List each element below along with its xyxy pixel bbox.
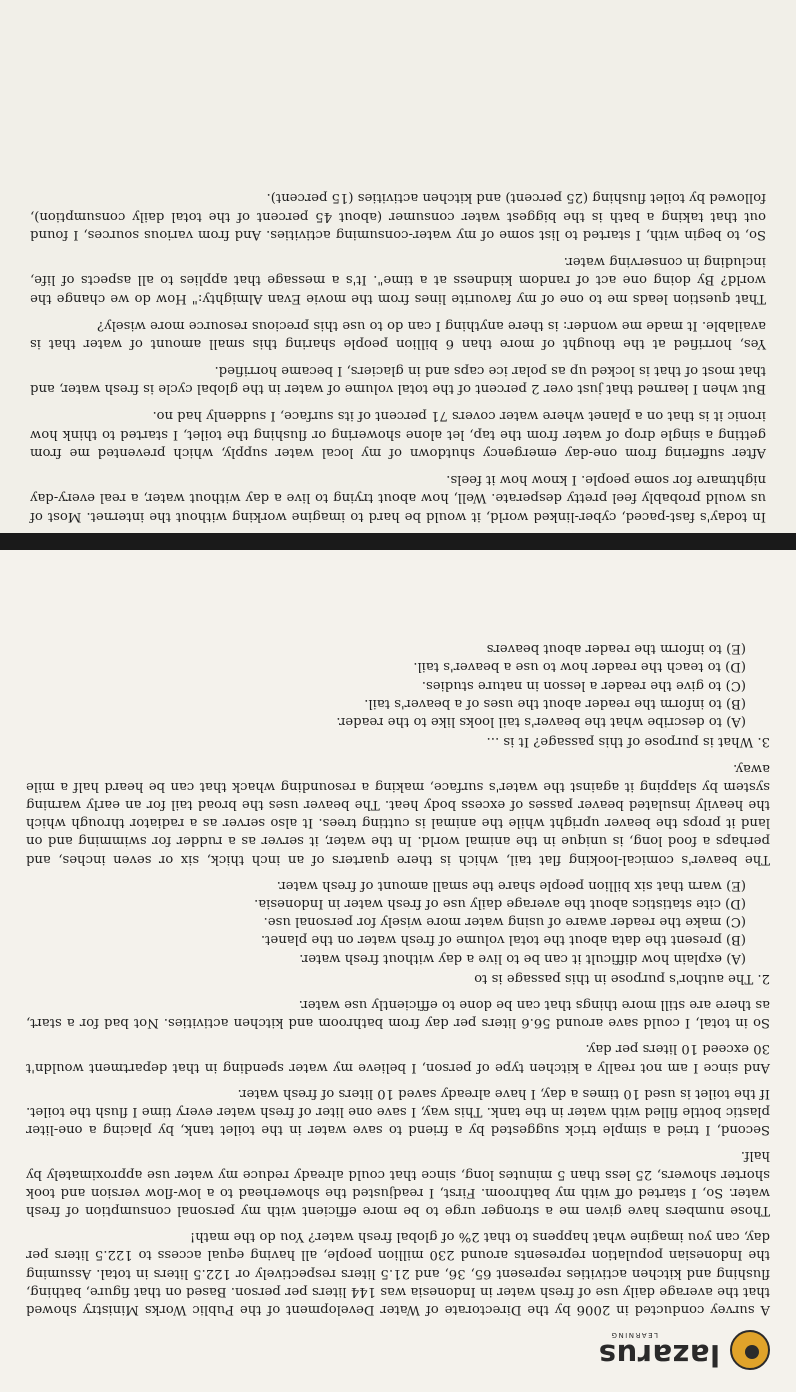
paragraph-evan-almighty: That question leads me to one of my favourite lines from the movie Evan Almighty:" How do we change the world? By doing one act of random kindness at a time". It's a message that applies to all aspects of life, including in conserving water.: [30, 253, 766, 307]
top-page: [0, 550, 796, 1392]
answer-option: (B) to inform the reader about the uses of a beaver's tail.: [364, 695, 746, 711]
logo-subtitle: LEARNING: [610, 1331, 658, 1339]
page-divider: [0, 533, 796, 550]
paragraph-fresh-water: But when I learned that just over 2 percent of the total volume of water in the global cycle is fresh water, and that most of that is locked up as polar ice caps and in glaciers, I became horrified.: [30, 362, 766, 397]
bottom-page: [0, 0, 796, 533]
answer-option: (B) present the data about the total volume of fresh water on the planet.: [260, 932, 746, 948]
answer-option: (D) to teach the reader how to use a beaver's tail.: [413, 659, 746, 675]
paragraph-toilet-trick: Second, I tried a simple trick suggested by a friend to save water in the toilet tank, by placing a one-liter plastic bottle filled with water in the tank. This way, I save one liter of fresh water every time I flush the toilet. If the toilet is used 10 times a day, I have already saved 10 liters of fresh water.: [26, 1085, 770, 1138]
paragraph-horrified: Yes, horrified at the thought of more than 6 billion people sharing this small amount of water that is available. It made me wonder: is there anything I can do to use this precious resource more wisely?: [30, 317, 766, 352]
answer-option: (D) cite statistics about the average daily use of fresh water in Indonesia.: [254, 895, 746, 911]
paragraph-shutdown: After suffering from one-day emergency shutdown of my local water supply, which prevented me from getting a single drop of water from the tap, let alone showering or flushing the toilet, I started to think how ironic it is that on a planet where water covers 71 percent of its surface, I suddenly had no.: [30, 408, 766, 461]
paragraph-activities: So, to begin with, I started to list some of my water-consuming activities. And from various sources, I found out that taking a bath is the biggest water consumer (about 45 percent of the total daily consumption), followed by toilet flushing (25 percent) and kitchen activities (15 percent).: [30, 190, 766, 243]
paragraph-beaver: The beaver's comical-looking flat tail, which is there quarters of an inch thick, six or seven inches, and perhaps a food long, is unique in the animal world. In the water, it server as a rudder for swimming and on land it props the beaver upright while the animal is cutting trees. It also server as a radiator through which the heavily insulated beaver passes of excess body heat. The beaver uses the broad tail for an early warning system by slapping it against the water's surface, making a resounding whack that can be heard half a mile away.: [26, 760, 770, 867]
answer-option: (A) to describe what the beaver's tail looks like to the reader.: [336, 714, 746, 730]
answer-option: (A) explain how difficult it can be to live a day without fresh water.: [299, 950, 746, 966]
question-3: [26, 639, 770, 750]
paragraph-total: So in total, I could save around 56.6 liters per day from bathroom and kitchen activities. Not bad for a start, as there are still more things that can be done to efficiently use water.: [26, 996, 770, 1031]
question-2: [26, 876, 770, 987]
publisher-logo: [26, 1318, 770, 1382]
question-stem: 3. What is purpose of this passage? It is ...: [486, 734, 770, 750]
question-stem: 2. The author's purpose in this passage is to: [474, 970, 770, 986]
answer-option: (E) to inform the reader about beavers: [486, 641, 746, 657]
lazarus-logo-icon: [730, 1330, 770, 1370]
answer-option: (C) to give the reader a lesson in nature studies.: [421, 677, 746, 693]
answer-option: (E) warn that six billion people share the small amount of fresh water.: [276, 877, 746, 893]
paragraph-intro: In today's fast-paced, cyber-linked world, it would be hard to imagine working without the internet. Most of us would probably feel pretty desperate. Well, how about trying to live a day without water, a real every-day nightmare for some people. I know how it feels.: [30, 471, 766, 524]
paragraph-survey: A survey conducted in 2006 by the Directorate of Water Development of the Public Works Ministry showed that the average daily use of fresh water in Indonesia was 144 liters per person. Based on that figure, bathing, flushing and kitchen activities represent 65, 36, and 21.5 liters respectively or 122.5 liters in total. Assuming the Indonesian population represents around 230 million people, all having equal access to 122.5 liters per day, can you imagine what happens to that 2% of global fresh water? You do the math!: [26, 1229, 770, 1317]
logo-name: lazarus: [598, 1338, 720, 1372]
paragraph-kitchen: And since I am not really a kitchen type of person, I believe my water spending in that department wouldn't 30 exceed 10 liters per day.: [26, 1041, 770, 1075]
paragraph-consumption: Those numbers have given me a stronger urge to be more efficient with my personal consumption of fresh water. So, I started off with my bathroom. First, I readjusted the showerhead to a low-flow version and took shorter showers, 25 less than 5 minutes long, since that could already reduce my water use approximately by half.: [26, 1148, 770, 1218]
answer-option: (C) make the reader aware of using water more wisely for personal use.: [263, 914, 746, 930]
